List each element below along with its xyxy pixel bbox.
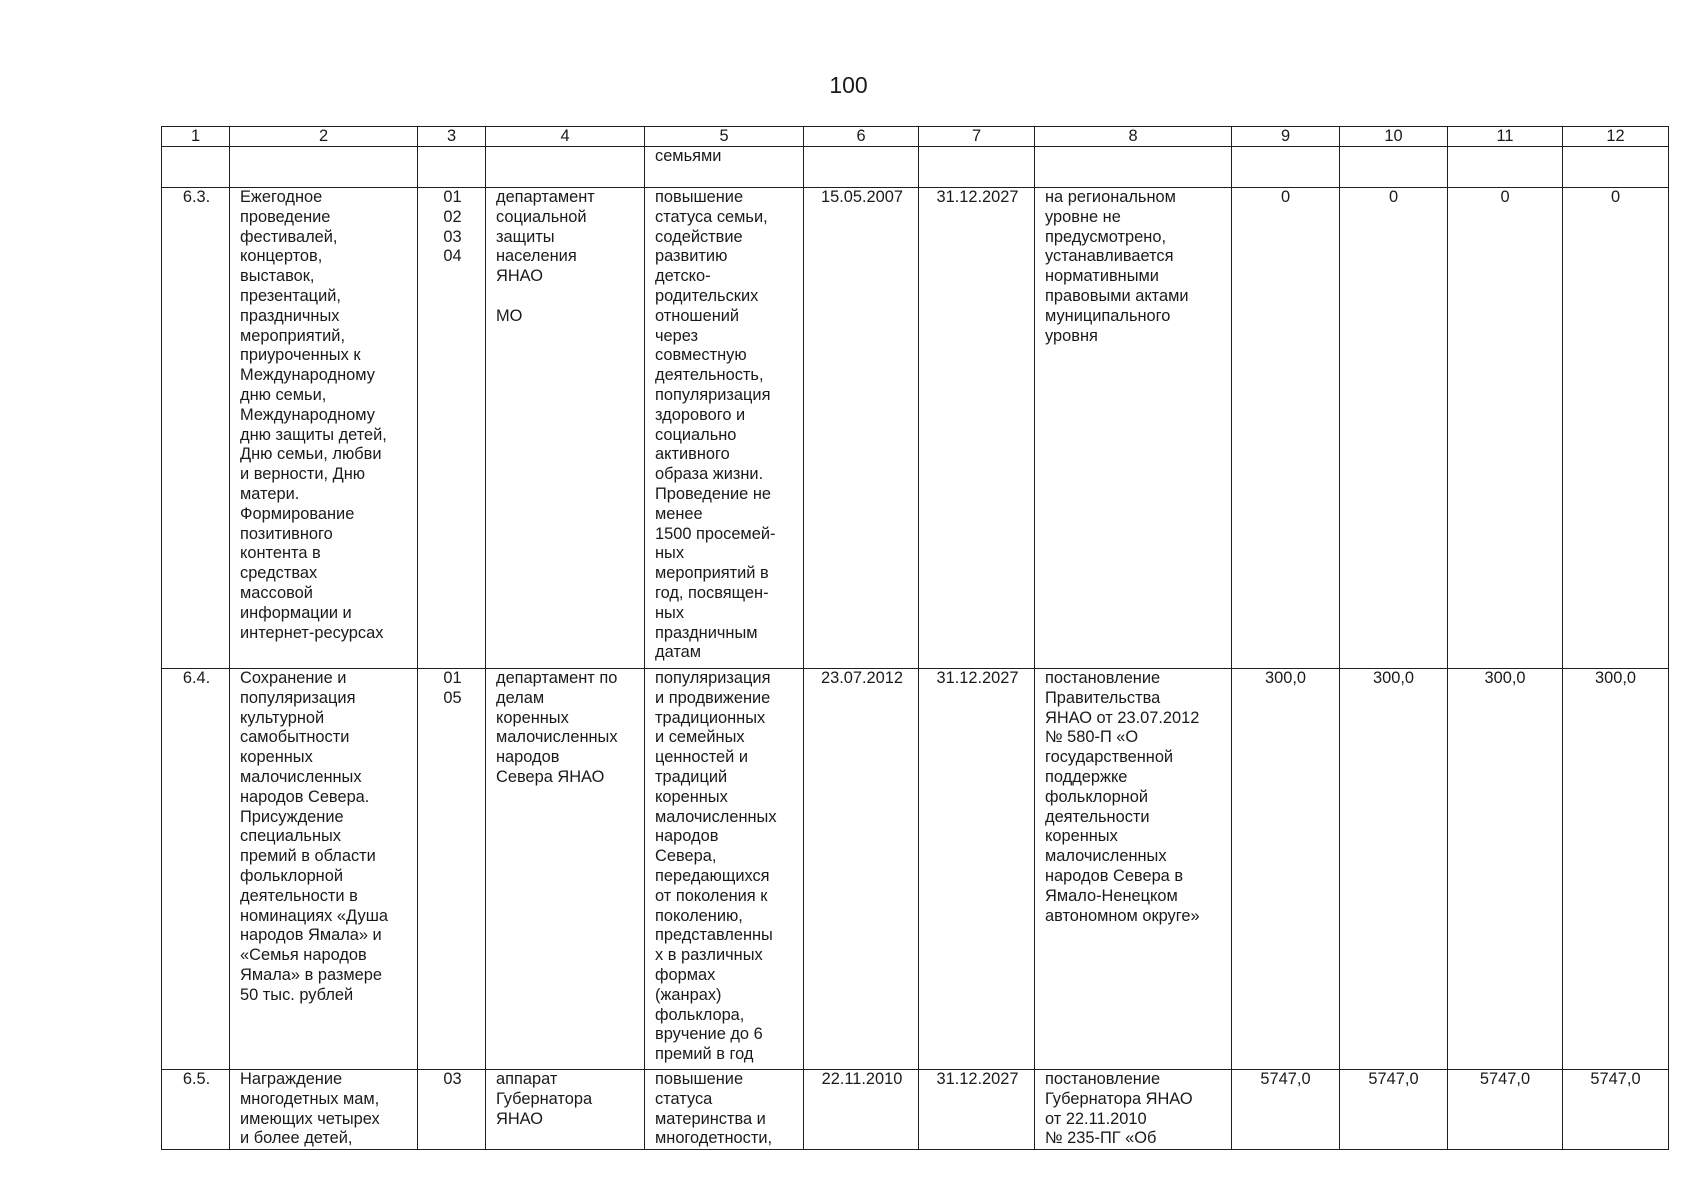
codes-cell: 01 05 — [418, 669, 486, 1070]
value-cell-11: 300,0 — [1448, 669, 1563, 1070]
value-cell-11: 0 — [1448, 188, 1563, 669]
executor-cell: аппарат Губернатора ЯНАО — [486, 1070, 645, 1150]
table-row — [162, 188, 1669, 669]
empty-cell — [418, 147, 486, 188]
header-cell: 9 — [1232, 127, 1340, 147]
empty-cell — [162, 147, 230, 188]
row-number-cell: 6.4. — [162, 669, 230, 1070]
empty-cell — [230, 147, 418, 188]
empty-cell — [486, 147, 645, 188]
header-cell: 10 — [1340, 127, 1448, 147]
page-number: 100 — [829, 72, 868, 98]
empty-cell — [1563, 147, 1669, 188]
value-cell-9: 0 — [1232, 188, 1340, 669]
header-cell: 5 — [645, 127, 804, 147]
empty-cell — [1232, 147, 1340, 188]
codes-cell: 03 — [418, 1070, 486, 1150]
table-header-row — [162, 127, 1669, 147]
value-cell-10: 5747,0 — [1340, 1070, 1448, 1150]
value-cell-10: 0 — [1340, 188, 1448, 669]
value-cell-12: 300,0 — [1563, 669, 1669, 1070]
header-cell: 12 — [1563, 127, 1669, 147]
table-row — [162, 669, 1669, 1070]
empty-cell — [804, 147, 919, 188]
header-cell: 6 — [804, 127, 919, 147]
result-cell: повышение статуса материнства и многодетности, — [645, 1070, 804, 1150]
legal-basis-cell: на региональном уровне не предусмотрено, устанавливается нормативными правовыми актами муниципального уровня — [1035, 188, 1232, 669]
empty-cell — [1340, 147, 1448, 188]
value-cell-12: 0 — [1563, 188, 1669, 669]
value-cell-11: 5747,0 — [1448, 1070, 1563, 1150]
table-row-continuation — [162, 147, 1669, 188]
end-date-cell: 31.12.2027 — [919, 1070, 1035, 1150]
header-cell: 2 — [230, 127, 418, 147]
value-cell-9: 5747,0 — [1232, 1070, 1340, 1150]
result-cell: повышение статуса семьи, содействие развитию детско- родительских отношений через совместную деятельность, популяризация здорового и социально активного образа жизни. Проведение не менее 1500 просемей- ных мероприятий в год, посвящен- ных праздничным датам — [645, 188, 804, 669]
result-cell: популяризация и продвижение традиционных и семейных ценностей и традиций коренных малочисленных народов Севера, передающихся от поколения к поколению, представленны х в различных формах (жанрах) фольклора, вручение до 6 премий в год — [645, 669, 804, 1070]
value-cell-12: 5747,0 — [1563, 1070, 1669, 1150]
executor-cell: департамент социальной защиты населения ЯНАО МО — [486, 188, 645, 669]
header-cell: 11 — [1448, 127, 1563, 147]
empty-cell — [919, 147, 1035, 188]
measure-name-cell: Ежегодное проведение фестивалей, концертов, выставок, презентаций, праздничных мероприятий, приуроченных к Международному дню семьи, Международному дню защиты детей, Дню семьи, любви и верности, Дню матери. Формирование позитивного контента в средствах массовой информации и интернет-ресурсах — [230, 188, 418, 669]
start-date-cell: 23.07.2012 — [804, 669, 919, 1070]
empty-cell — [1448, 147, 1563, 188]
table-row — [162, 1070, 1669, 1150]
legal-basis-cell: постановление Правительства ЯНАО от 23.07.2012 № 580-П «О государственной поддержке фольклорной деятельности коренных малочисленных народов Севера в Ямало-Ненецком автономном округе» — [1035, 669, 1232, 1070]
executor-cell: департамент по делам коренных малочисленных народов Севера ЯНАО — [486, 669, 645, 1070]
header-cell: 8 — [1035, 127, 1232, 147]
header-cell: 4 — [486, 127, 645, 147]
measure-name-cell: Награждение многодетных мам, имеющих четырех и более детей, — [230, 1070, 418, 1150]
empty-cell — [1035, 147, 1232, 188]
end-date-cell: 31.12.2027 — [919, 188, 1035, 669]
program-table — [161, 126, 1669, 1150]
value-cell-10: 300,0 — [1340, 669, 1448, 1070]
row-number-cell: 6.3. — [162, 188, 230, 669]
end-date-cell: 31.12.2027 — [919, 669, 1035, 1070]
row-number-cell: 6.5. — [162, 1070, 230, 1150]
value-cell-9: 300,0 — [1232, 669, 1340, 1070]
header-cell: 1 — [162, 127, 230, 147]
codes-cell: 01 02 03 04 — [418, 188, 486, 669]
start-date-cell: 22.11.2010 — [804, 1070, 919, 1150]
result-cell: семьями — [645, 147, 804, 188]
legal-basis-cell: постановление Губернатора ЯНАО от 22.11.2010 № 235-ПГ «Об — [1035, 1070, 1232, 1150]
header-cell: 3 — [418, 127, 486, 147]
header-cell: 7 — [919, 127, 1035, 147]
measure-name-cell: Сохранение и популяризация культурной самобытности коренных малочисленных народов Севера. Присуждение специальных премий в области фольклорной деятельности в номинациях «Душа народов Ямала» и «Семья народов Ямала» в размере 50 тыс. рублей — [230, 669, 418, 1070]
start-date-cell: 15.05.2007 — [804, 188, 919, 669]
